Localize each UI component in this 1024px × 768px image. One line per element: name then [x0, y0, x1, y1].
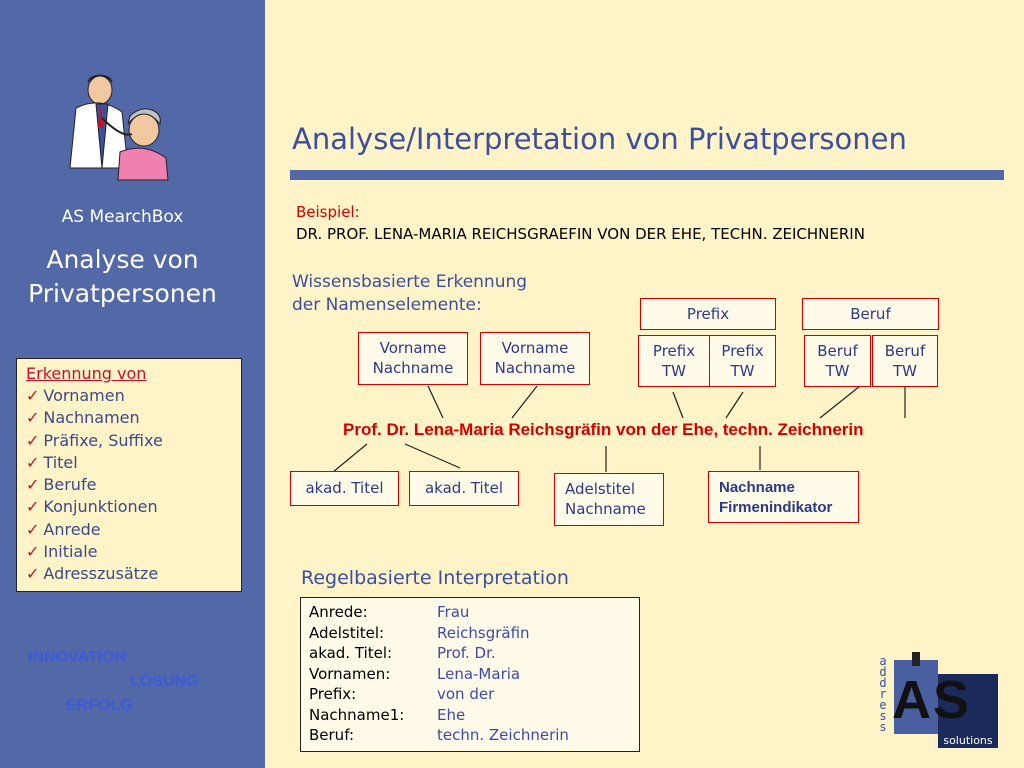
list-item: ✓ Adresszusätze — [26, 564, 159, 584]
beruf-tw-box-1: Beruf TW — [804, 335, 871, 387]
checkmark-icon: ✓ — [26, 408, 40, 428]
checkmark-icon: ✓ — [26, 430, 40, 450]
list-item: ✓ Vornamen — [26, 386, 125, 405]
logo-bottom-text: solutions — [943, 734, 993, 747]
sidebar-subtitle: AS MearchBox — [61, 207, 184, 227]
address-solutions-logo — [876, 652, 1000, 752]
vorname-nachname-box-1: Vorname Nachname — [358, 332, 468, 385]
example-label: Beispiel: — [296, 203, 360, 221]
motto-innovation: INNOVATION — [28, 649, 127, 666]
beruf-header-box: Beruf — [802, 298, 939, 330]
logo-letters: AS — [892, 670, 972, 730]
checkmark-icon: ✓ — [26, 542, 40, 562]
list-item: ✓ Präfixe, Suffixe — [26, 430, 163, 450]
checkmark-icon: ✓ — [26, 497, 40, 517]
checkmark-icon: ✓ — [26, 386, 40, 405]
prefix-tw-box-1: Prefix TW — [638, 335, 710, 387]
list-item: ✓ Initiale — [26, 542, 98, 562]
adelstitel-nachname-box: Adelstitel Nachname — [554, 473, 664, 526]
motto-loesung: LÖSUNG — [130, 673, 199, 690]
parsed-full-name: Prof. Dr. Lena-Maria Reichsgräfin von der Ehe, techn. Zeichnerin — [343, 420, 864, 439]
checkmark-icon: ✓ — [26, 475, 40, 495]
lighthouse-icon — [912, 652, 920, 666]
list-item: ✓ Nachnamen — [26, 408, 140, 428]
example-text: DR. PROF. LENA-MARIA REICHSGRAEFIN VON DER EHE, TECHN. ZEICHNERIN — [296, 225, 865, 243]
sidebar-title-line2: Privatpersonen — [28, 279, 217, 308]
nachname-firmenindikator-box: Nachname Firmenindikator — [708, 471, 859, 523]
knowledge-heading-line1: Wissensbasierte Erkennung — [292, 272, 528, 292]
rule-interpretation-heading: Regelbasierte Interpretation — [301, 567, 569, 589]
page-title: Analyse/Interpretation von Privatpersonen — [292, 122, 907, 156]
logo-side-text: address — [879, 654, 887, 734]
akad-titel-box-1: akad. Titel — [290, 471, 399, 506]
beruf-tw-box-2: Beruf TW — [872, 335, 938, 387]
prefix-header-box: Prefix — [640, 298, 776, 330]
list-item: ✓ Titel — [26, 452, 78, 472]
checkmark-icon: ✓ — [26, 564, 40, 584]
motto-erfolg: ERFOLG — [66, 697, 133, 714]
list-item: ✓ Konjunktionen — [26, 497, 158, 517]
vorname-nachname-box-2: Vorname Nachname — [480, 332, 590, 385]
akad-titel-box-2: akad. Titel — [409, 471, 519, 506]
checkmark-icon: ✓ — [26, 519, 40, 539]
prefix-tw-box-2: Prefix TW — [709, 335, 776, 387]
list-item: ✓ Berufe — [26, 475, 97, 495]
knowledge-heading-line2: der Namenselemente: — [292, 295, 482, 315]
rule-interpretation-table: Anrede: Frau Adelstitel: Reichsgräfin akad. Titel: Prof. Dr. Vornamen: Lena-Maria Prefix: von der Nachname1: Ehe Beruf: techn. Zeichnerin — [300, 597, 640, 752]
sidebar-title-line1: Analyse von — [46, 245, 199, 274]
recognition-heading: Erkennung von — [26, 364, 147, 383]
list-item: ✓ Anrede — [26, 519, 101, 539]
checkmark-icon: ✓ — [26, 452, 40, 472]
